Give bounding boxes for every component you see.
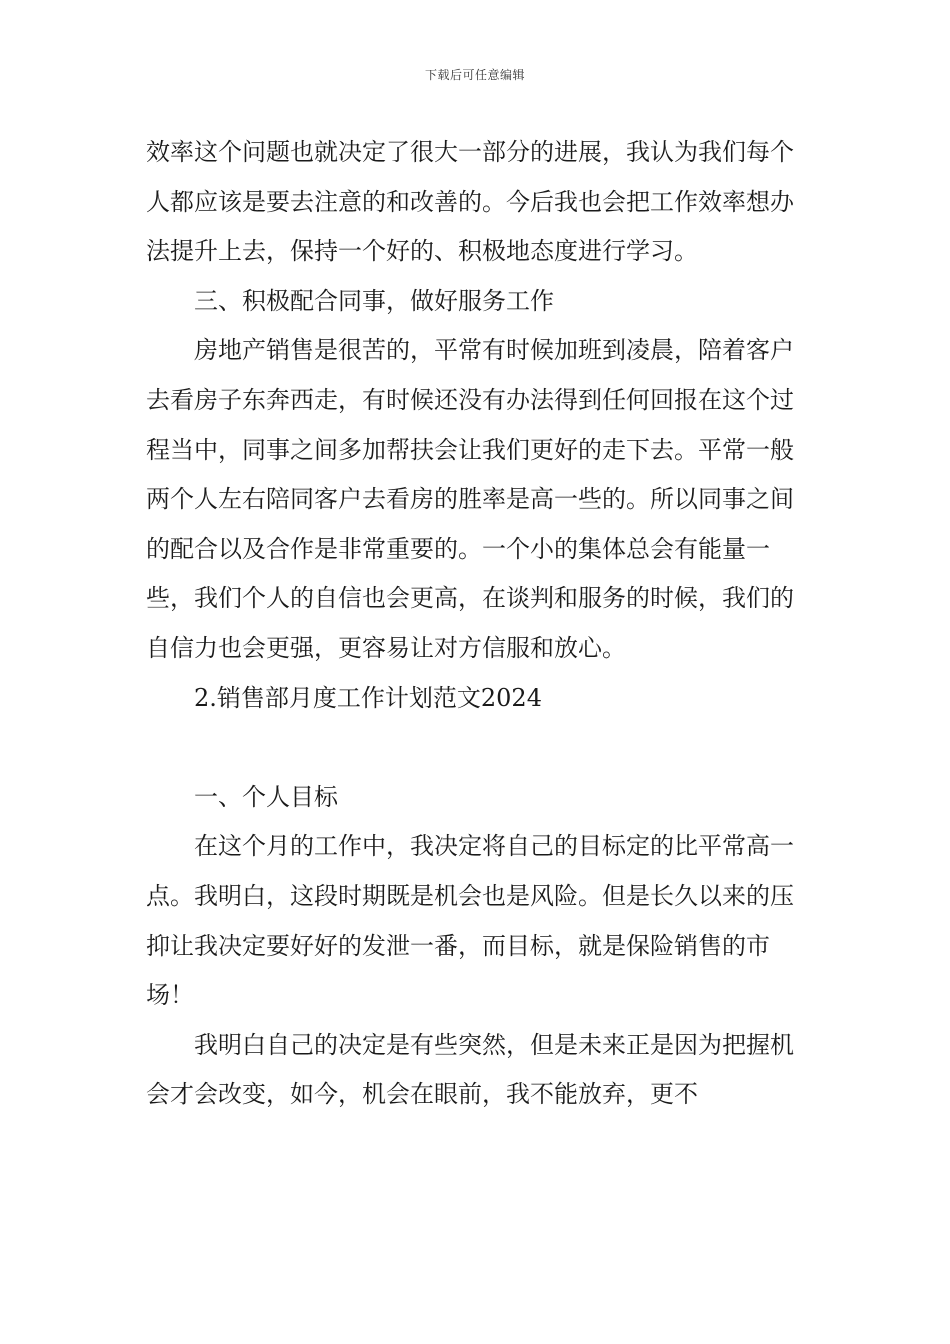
- paragraph-goal-description: 在这个月的工作中，我决定将自己的目标定的比平常高一点。我明白，这段时期既是机会也是风险。但是长久以来的压抑让我决定要好好的发泄一番，而目标，就是保险销售的市场！: [146, 832, 794, 1010]
- article-title-monthly-plan: 2.销售部月度工作计划范文2024: [194, 683, 542, 712]
- section-heading-personal-goal: 一、个人目标: [194, 782, 338, 811]
- document-body: [146, 128, 806, 1120]
- paragraph-real-estate-sales: 房地产销售是很苦的，平常有时候加班到凌晨，陪着客户去看房子东奔西走，有时候还没有办法得到任何回报在这个过程当中，同事之间多加帮扶会让我们更好的走下去。平常一般两个人左右陪同客户去看房的胜率是高一些的。所以同事之间的配合以及合作是非常重要的。一个小的集体总会有能量一些，我们个人的自信也会更高，在谈判和服务的时候，我们的自信力也会更强，更容易让对方信服和放心。: [146, 336, 794, 662]
- blank-line: [146, 723, 806, 773]
- section-heading-cooperation: 三、积极配合同事，做好服务工作: [194, 286, 554, 315]
- paragraph-decision: 我明白自己的决定是有些突然，但是未来正是因为把握机会才会改变，如今，机会在眼前，我不能放弃，更不: [146, 1030, 794, 1109]
- page-header: 下载后可任意编辑: [424, 68, 525, 82]
- paragraph-efficiency: 效率这个问题也就决定了很大一部分的进展，我认为我们每个人都应该是要去注意的和改善的。今后我也会把工作效率想办法提升上去，保持一个好的、积极地态度进行学习。: [146, 138, 794, 266]
